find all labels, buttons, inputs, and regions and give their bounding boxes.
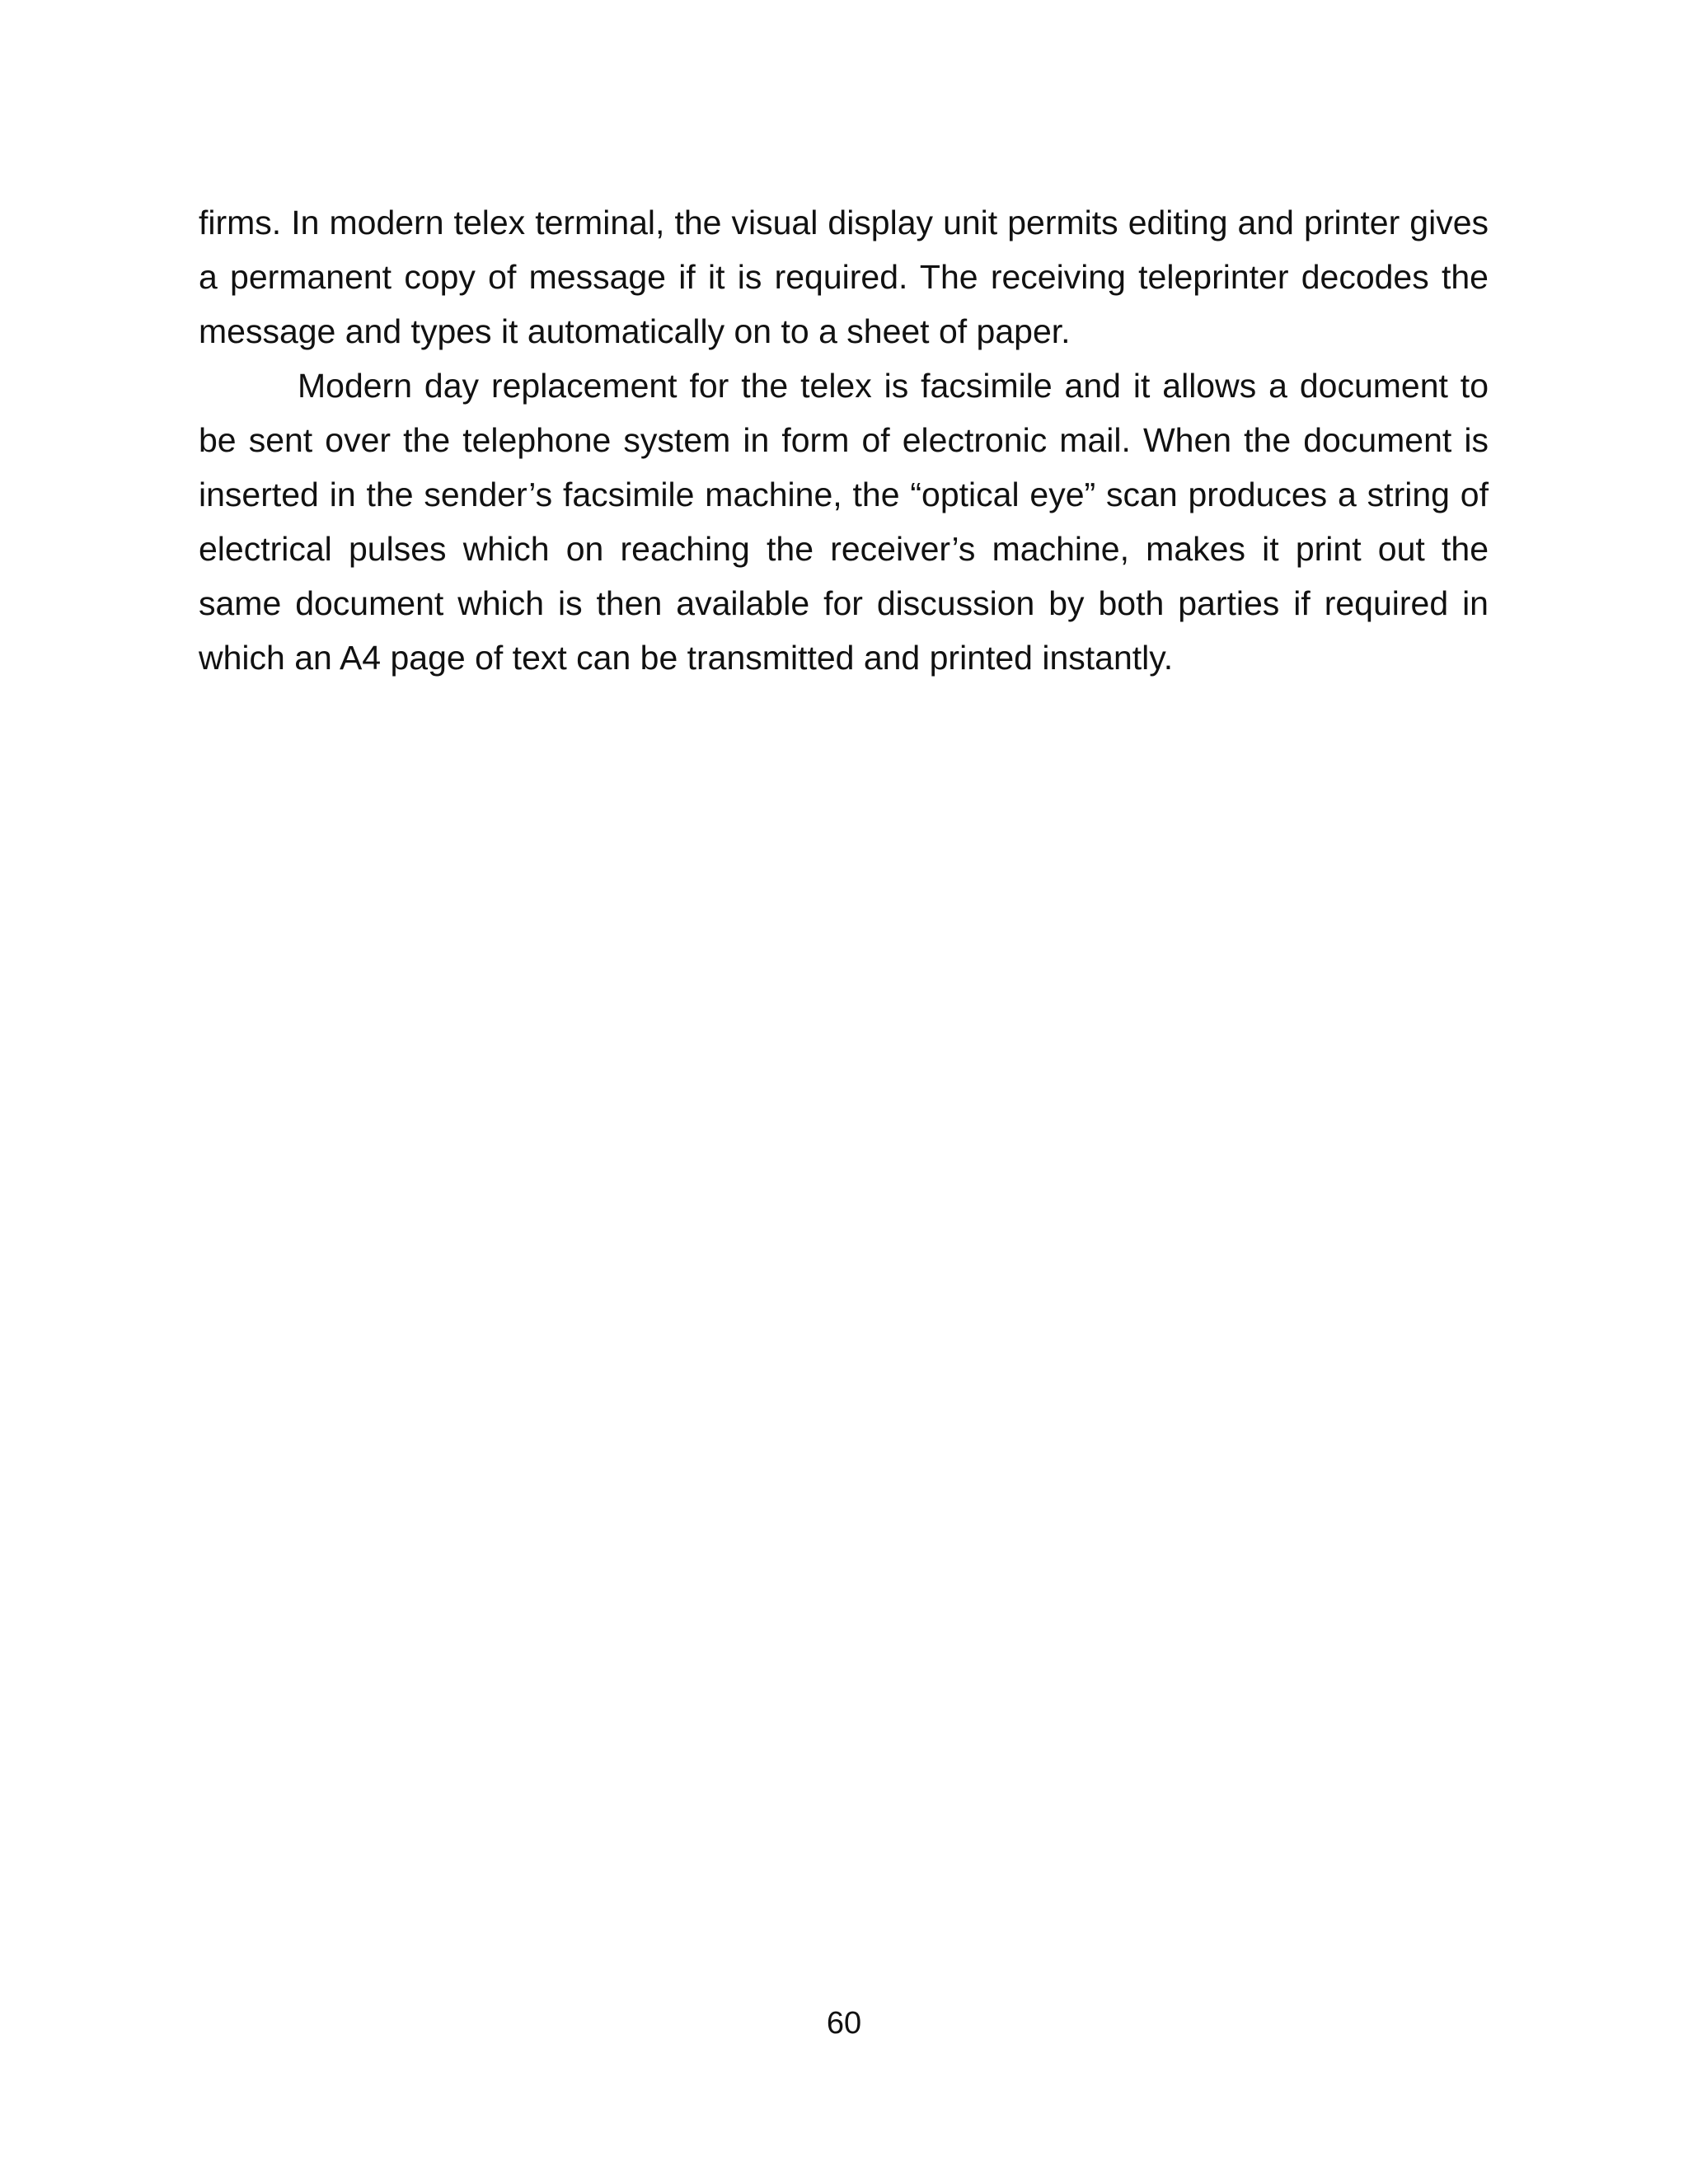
paragraph-facsimile: Modern day replacement for the telex is facsimile and it allows a document to be sent over the telephone system in form of electronic mail. When the document is inserted in the sender’s facsimile machine, the “optical eye” scan produces a string of electrical pulses which on reaching the receiver’s machine, makes it print out the same document which is then available for discussion by both parties if required in which an A4 page of text can be transmitted and printed instantly.	[199, 367, 1489, 677]
body-text	[199, 195, 1489, 685]
page-number: 60	[826, 2006, 862, 2041]
paragraph-telex-terminal: firms. In modern telex terminal, the visual display unit permits editing and printer gives a permanent copy of message if it is required. The receiving teleprinter decodes the message and types it automatically on to a sheet of paper.	[199, 204, 1489, 350]
